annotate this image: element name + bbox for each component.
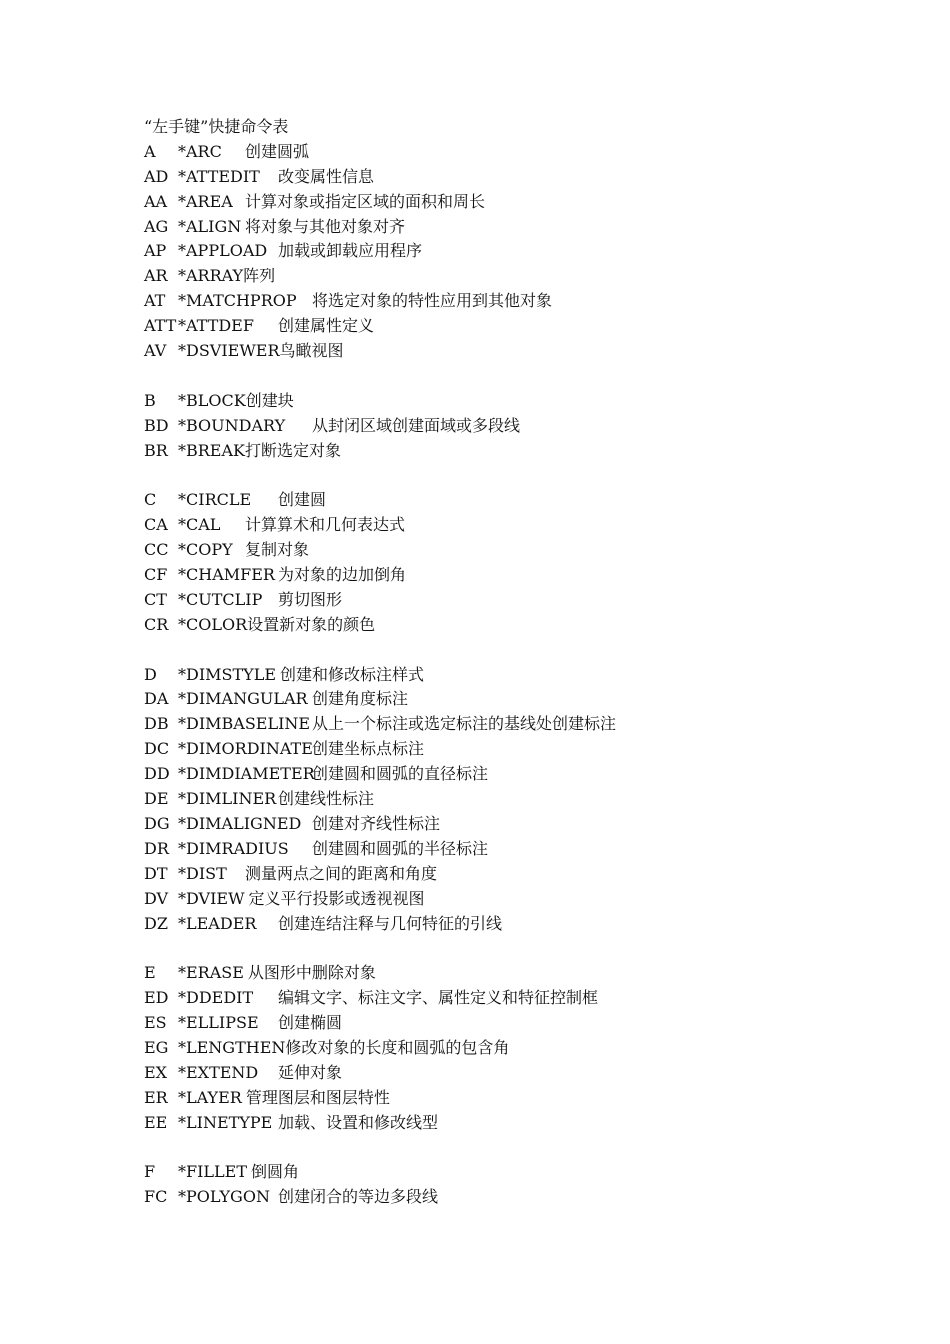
command-row (144, 1011, 924, 1036)
command-description: 创建圆弧 (245, 141, 310, 161)
command-description: 创建椭圆 (278, 1013, 343, 1033)
document-page (144, 115, 924, 1210)
command-shortcut: DR (144, 838, 169, 858)
command-description: 复制对象 (245, 540, 310, 560)
command-description: 创建和修改标注样式 (280, 664, 425, 684)
command-shortcut: A (144, 141, 156, 161)
command-shortcut: EE (144, 1112, 168, 1132)
command-shortcut: CA (144, 515, 168, 535)
command-name: *DIMDIAMETER (178, 764, 315, 784)
command-shortcut: DG (144, 813, 170, 833)
command-row (144, 1111, 924, 1136)
command-row (144, 986, 924, 1011)
command-shortcut: AD (144, 166, 169, 186)
command-row (144, 1036, 924, 1061)
command-name: *MATCHPROP (178, 291, 297, 311)
command-name: *DIMORDINATE (178, 739, 313, 759)
group-spacer (144, 1136, 924, 1161)
command-description: 设置新对象的颜色 (247, 614, 376, 634)
command-name: *CIRCLE (178, 490, 252, 510)
command-name: *FILLET (178, 1162, 248, 1182)
command-row (144, 687, 924, 712)
command-shortcut: EX (144, 1062, 168, 1082)
command-shortcut: ED (144, 988, 169, 1008)
group-spacer (144, 364, 924, 389)
command-row (144, 1160, 924, 1185)
group-spacer (144, 638, 924, 663)
command-row (144, 837, 924, 862)
command-row (144, 912, 924, 937)
command-name: *COLOR (178, 614, 248, 634)
command-row (144, 812, 924, 837)
command-name: *DSVIEWER (178, 341, 280, 361)
command-shortcut: DA (144, 689, 169, 709)
command-row (144, 314, 924, 339)
command-name: *LAYER (178, 1087, 242, 1107)
command-shortcut: CF (144, 565, 168, 585)
command-description: 剪切图形 (278, 589, 343, 609)
command-name: *AREA (178, 191, 233, 211)
command-name: *DIMRADIUS (178, 838, 289, 858)
command-name: *POLYGON (178, 1187, 270, 1207)
command-shortcut: AT (144, 291, 166, 311)
command-description: 计算对象或指定区域的面积和周长 (245, 191, 486, 211)
command-row (144, 762, 924, 787)
command-name: *DIST (178, 863, 227, 883)
command-row (144, 887, 924, 912)
group-spacer (144, 463, 924, 488)
command-name: *EXTEND (178, 1062, 259, 1082)
command-row (144, 389, 924, 414)
command-shortcut: F (144, 1162, 156, 1182)
command-name: *BREAK (178, 440, 245, 460)
command-description: 创建块 (245, 390, 294, 410)
command-description: 延伸对象 (278, 1062, 343, 1082)
command-shortcut: ATT (144, 316, 177, 336)
command-name: *BOUNDARY (178, 415, 286, 435)
command-name: *DIMANGULAR (178, 689, 308, 709)
command-description: 计算算术和几何表达式 (245, 515, 406, 535)
command-shortcut: DV (144, 888, 169, 908)
command-row (144, 140, 924, 165)
command-shortcut: CR (144, 614, 169, 634)
command-name: *ATTEDIT (178, 166, 260, 186)
command-description: 创建角度标注 (312, 689, 409, 709)
command-shortcut: BR (144, 440, 168, 460)
command-shortcut: ER (144, 1087, 168, 1107)
command-description: 将对象与其他对象对齐 (245, 216, 406, 236)
command-description: 测量两点之间的距离和角度 (245, 863, 438, 883)
command-description: 创建坐标点标注 (312, 739, 425, 759)
command-row (144, 1061, 924, 1086)
command-row (144, 712, 924, 737)
command-name: *LENGTHEN (178, 1037, 286, 1057)
command-name: *BLOCK (178, 390, 246, 410)
command-shortcut: DC (144, 739, 170, 759)
command-description: 从封闭区域创建面域或多段线 (312, 415, 521, 435)
command-name: *ERASE (178, 963, 244, 983)
command-name: *DVIEW (178, 888, 245, 908)
command-description: 阵列 (243, 266, 276, 286)
command-row (144, 414, 924, 439)
command-description: 创建属性定义 (278, 316, 375, 336)
group-spacer (144, 936, 924, 961)
command-row (144, 538, 924, 563)
command-shortcut: D (144, 664, 157, 684)
command-name: *CUTCLIP (178, 589, 263, 609)
command-description: 打断选定对象 (244, 440, 341, 460)
command-row (144, 264, 924, 289)
command-name: *CHAMFER (178, 565, 275, 585)
command-description: 创建圆 (278, 490, 327, 510)
command-shortcut: C (144, 490, 157, 510)
command-description: 从上一个标注或选定标注的基线处创建标注 (312, 714, 617, 734)
command-shortcut: DE (144, 789, 169, 809)
command-name: *DIMLINER (178, 789, 277, 809)
command-description: 创建闭合的等边多段线 (278, 1187, 439, 1207)
command-shortcut: BD (144, 415, 169, 435)
command-row (144, 215, 924, 240)
command-row (144, 488, 924, 513)
command-name: *DDEDIT (178, 988, 254, 1008)
command-shortcut: AR (144, 266, 168, 286)
command-description: 鸟瞰视图 (279, 341, 344, 361)
command-row (144, 663, 924, 688)
command-row (144, 737, 924, 762)
command-description: 创建线性标注 (278, 789, 375, 809)
command-name: *LEADER (178, 913, 257, 933)
command-description: 创建圆和圆弧的直径标注 (312, 764, 489, 784)
command-description: 为对象的边加倒角 (278, 565, 407, 585)
command-description: 修改对象的长度和圆弧的包含角 (285, 1037, 510, 1057)
command-shortcut: E (144, 963, 156, 983)
command-description: 改变属性信息 (278, 166, 375, 186)
command-description: 将选定对象的特性应用到其他对象 (312, 291, 553, 311)
command-row (144, 339, 924, 364)
command-row (144, 787, 924, 812)
command-row (144, 513, 924, 538)
command-description: 定义平行投影或透视视图 (248, 888, 425, 908)
command-description: 从图形中删除对象 (247, 963, 376, 983)
command-row (144, 563, 924, 588)
command-description: 创建连结注释与几何特征的引线 (278, 913, 503, 933)
command-name: *APPLOAD (178, 241, 268, 261)
command-row (144, 289, 924, 314)
command-shortcut: DZ (144, 913, 168, 933)
command-shortcut: AG (144, 216, 169, 236)
command-description: 管理图层和图层特性 (245, 1087, 390, 1107)
command-name: *ATTDEF (178, 316, 254, 336)
command-row (144, 1185, 924, 1210)
command-row (144, 165, 924, 190)
command-shortcut: CT (144, 589, 167, 609)
command-row (144, 613, 924, 638)
command-shortcut: B (144, 390, 156, 410)
command-name: *ALIGN (178, 216, 242, 236)
command-row (144, 588, 924, 613)
command-shortcut: AV (144, 341, 167, 361)
command-shortcut: DT (144, 863, 168, 883)
command-description: 创建对齐线性标注 (312, 813, 441, 833)
command-shortcut: AA (144, 191, 168, 211)
command-row (144, 239, 924, 264)
command-description: 加载或卸载应用程序 (278, 241, 423, 261)
command-name: *ARRAY (178, 266, 244, 286)
command-description: 加载、设置和修改线型 (278, 1112, 439, 1132)
command-shortcut: DB (144, 714, 169, 734)
command-list (144, 140, 924, 1210)
command-name: *DIMSTYLE (178, 664, 277, 684)
command-description: 倒圆角 (251, 1162, 300, 1182)
command-row (144, 439, 924, 464)
command-shortcut: DD (144, 764, 170, 784)
command-shortcut: AP (144, 241, 167, 261)
command-name: *DIMBASELINE (178, 714, 311, 734)
document-title: “左手键”快捷命令表 (144, 117, 289, 136)
command-name: *COPY (178, 540, 233, 560)
command-row (144, 1086, 924, 1111)
command-shortcut: CC (144, 540, 169, 560)
command-name: *CAL (178, 515, 221, 535)
command-name: *ELLIPSE (178, 1013, 259, 1033)
command-shortcut: ES (144, 1013, 167, 1033)
command-shortcut: FC (144, 1187, 168, 1207)
command-row (144, 961, 924, 986)
command-row (144, 190, 924, 215)
command-name: *ARC (178, 141, 222, 161)
command-name: *DIMALIGNED (178, 813, 302, 833)
command-description: 创建圆和圆弧的半径标注 (312, 838, 489, 858)
command-shortcut: EG (144, 1037, 169, 1057)
command-row (144, 862, 924, 887)
command-description: 编辑文字、标注文字、属性定义和特征控制框 (278, 988, 599, 1008)
command-name: *LINETYPE (178, 1112, 273, 1132)
